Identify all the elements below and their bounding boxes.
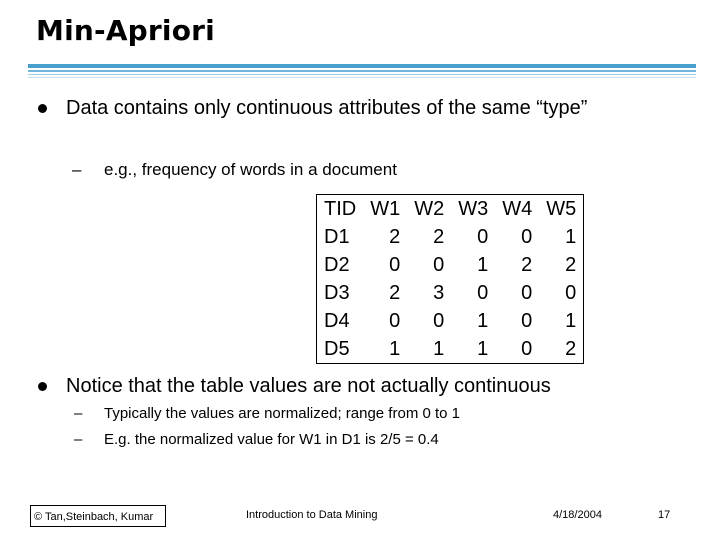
sub-bullet-text: e.g., frequency of words in a document xyxy=(104,160,397,179)
page-number: 17 xyxy=(658,509,671,521)
table-cell: 0 xyxy=(389,309,401,332)
dash-icon: – xyxy=(74,405,83,422)
sub-bullet-text: E.g. the normalized value for W1 in D1 is 2/5 = 0.4 xyxy=(104,431,439,448)
footer-copyright: © Tan,Steinbach, Kumar xyxy=(30,505,166,527)
table-cell: 0 xyxy=(389,253,401,276)
word-frequency-table xyxy=(316,194,584,364)
table-cell: 0 xyxy=(521,337,533,360)
table-cell: 0 xyxy=(477,225,489,248)
table-cell: 0 xyxy=(433,253,445,276)
table-header-cell: W2 xyxy=(414,197,445,220)
table-cell: 2 xyxy=(389,225,401,248)
table-cell: D1 xyxy=(324,225,350,248)
table-cell: D3 xyxy=(324,281,350,304)
title-rule xyxy=(28,64,696,68)
slide-title: Min-Apriori xyxy=(36,14,215,47)
table-header-cell: W4 xyxy=(502,197,533,220)
sub-bullet-text: Typically the values are normalized; range from 0 to 1 xyxy=(104,405,461,422)
table-cell: 0 xyxy=(477,281,489,304)
table-cell: D5 xyxy=(324,337,350,360)
title-rule xyxy=(28,77,696,78)
table-row xyxy=(317,279,584,307)
table-cell: 1 xyxy=(477,337,489,360)
table-row xyxy=(317,307,584,335)
table-row xyxy=(317,335,584,364)
table-cell: 3 xyxy=(433,281,445,304)
table-cell: 0 xyxy=(565,281,577,304)
table-cell: 1 xyxy=(565,225,577,248)
table-cell: 2 xyxy=(433,225,445,248)
table-row xyxy=(317,251,584,279)
table-header-cell: W1 xyxy=(370,197,401,220)
table-cell: 0 xyxy=(521,225,533,248)
table-cell: 1 xyxy=(477,253,489,276)
footer-date: 4/18/2004 xyxy=(553,509,602,521)
table-header-cell: W5 xyxy=(546,197,577,220)
bullet-text: Data contains only continuous attributes of the same “type” xyxy=(66,97,588,119)
table-cell: 2 xyxy=(565,253,577,276)
bullet-icon xyxy=(38,104,47,113)
dash-icon: – xyxy=(74,431,83,448)
table-header-cell: W3 xyxy=(458,197,489,220)
dash-icon: – xyxy=(72,160,82,179)
table-cell: 0 xyxy=(521,281,533,304)
title-rule xyxy=(28,70,696,72)
table-cell: 0 xyxy=(521,309,533,332)
bullet-icon xyxy=(38,382,47,391)
table-cell: 1 xyxy=(565,309,577,332)
table-header-row xyxy=(317,195,584,224)
table-cell: D4 xyxy=(324,309,350,332)
footer-course: Introduction to Data Mining xyxy=(246,509,378,521)
table-row xyxy=(317,223,584,251)
table-cell: 1 xyxy=(477,309,489,332)
table-header-cell: TID xyxy=(324,197,357,220)
table-cell: 1 xyxy=(389,337,401,360)
table-cell: 2 xyxy=(389,281,401,304)
table-cell: 1 xyxy=(433,337,445,360)
table-cell: 2 xyxy=(565,337,577,360)
bullet-text: Notice that the table values are not actually continuous xyxy=(66,375,551,397)
table-cell: D2 xyxy=(324,253,350,276)
title-rule xyxy=(28,74,696,75)
table-cell: 2 xyxy=(521,253,533,276)
table-cell: 0 xyxy=(433,309,445,332)
